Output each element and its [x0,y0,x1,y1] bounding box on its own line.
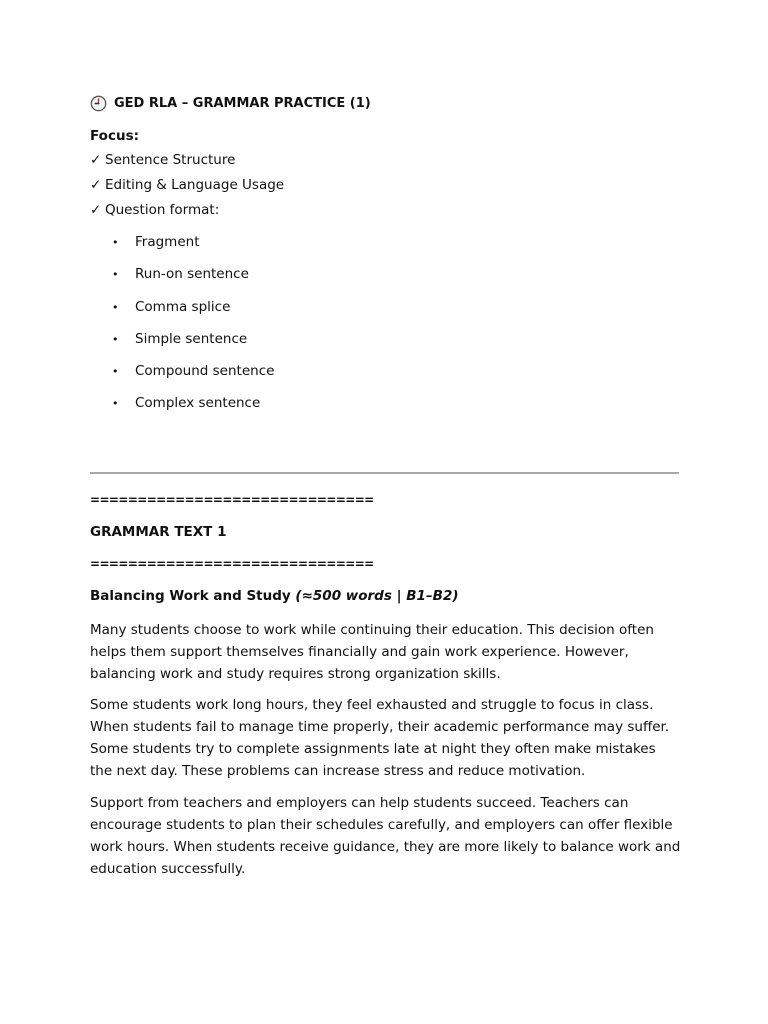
bullet-icon: • [112,365,119,379]
check-icon: ✓ [90,202,102,218]
passage-title-text: Balancing Work and Study [90,588,291,604]
list-item [112,361,274,393]
passage-paragraph-3: Support from teachers and employers can help students succeed. Teachers can encourage students to plan their schedules carefully, and employers can offer flexible work hours. When students receive guidance, they are more likely to balance work and education successfully. [90,795,681,877]
document-title: GED RLA – GRAMMAR PRACTICE (1) [114,96,371,111]
list-item [112,232,274,264]
bullet-icon: • [112,236,119,249]
list-item [112,329,274,361]
focus-item [90,200,284,225]
passage-title [90,588,459,604]
focus-item-label: Editing & Language Usage [105,177,285,193]
passage-paragraph-2: Some students work long hours, they feel exhausted and struggle to focus in class. When students fail to manage time properly, their academic performance may suffer. Some students try to complete assignments late at night they often make mistakes the next day. These problems can increase stress and reduce motivation. [90,697,670,779]
bullet-icon: • [112,397,119,411]
focus-label: Focus: [90,128,139,144]
horizontal-divider [90,472,679,474]
focus-item [90,175,284,200]
check-icon: ✓ [90,177,102,193]
check-icon: ✓ [90,152,102,168]
list-item-label: Run-on sentence [135,266,249,283]
passage-meta: (≈500 words | B1–B2) [295,588,459,604]
focus-item-label: Question format: [105,202,220,218]
focus-list [90,150,284,225]
bullet-icon: • [112,332,119,346]
question-format-list [112,232,274,426]
separator-line-bottom: ============================== [90,557,374,571]
list-item-label: Comma splice [135,298,231,315]
section-heading: GRAMMAR TEXT 1 [90,524,227,540]
document-title-row [90,95,371,112]
list-item-label: Compound sentence [135,363,275,380]
focus-item [90,150,284,175]
separator-line-top: ============================== [90,493,374,507]
clock-icon [90,95,107,112]
list-item [112,393,274,425]
focus-item-label: Sentence Structure [105,152,236,168]
list-item [112,264,274,296]
list-item-label: Fragment [135,234,200,250]
bullet-icon: • [112,268,119,282]
list-item-label: Simple sentence [135,330,248,347]
list-item [112,297,274,329]
bullet-icon: • [112,300,119,314]
passage-paragraph-1: Many students choose to work while continuing their education. This decision often helps them support themselves financially and gain work experience. However, balancing work and study requires strong organization skills. [90,622,654,682]
list-item-label: Complex sentence [135,395,261,412]
